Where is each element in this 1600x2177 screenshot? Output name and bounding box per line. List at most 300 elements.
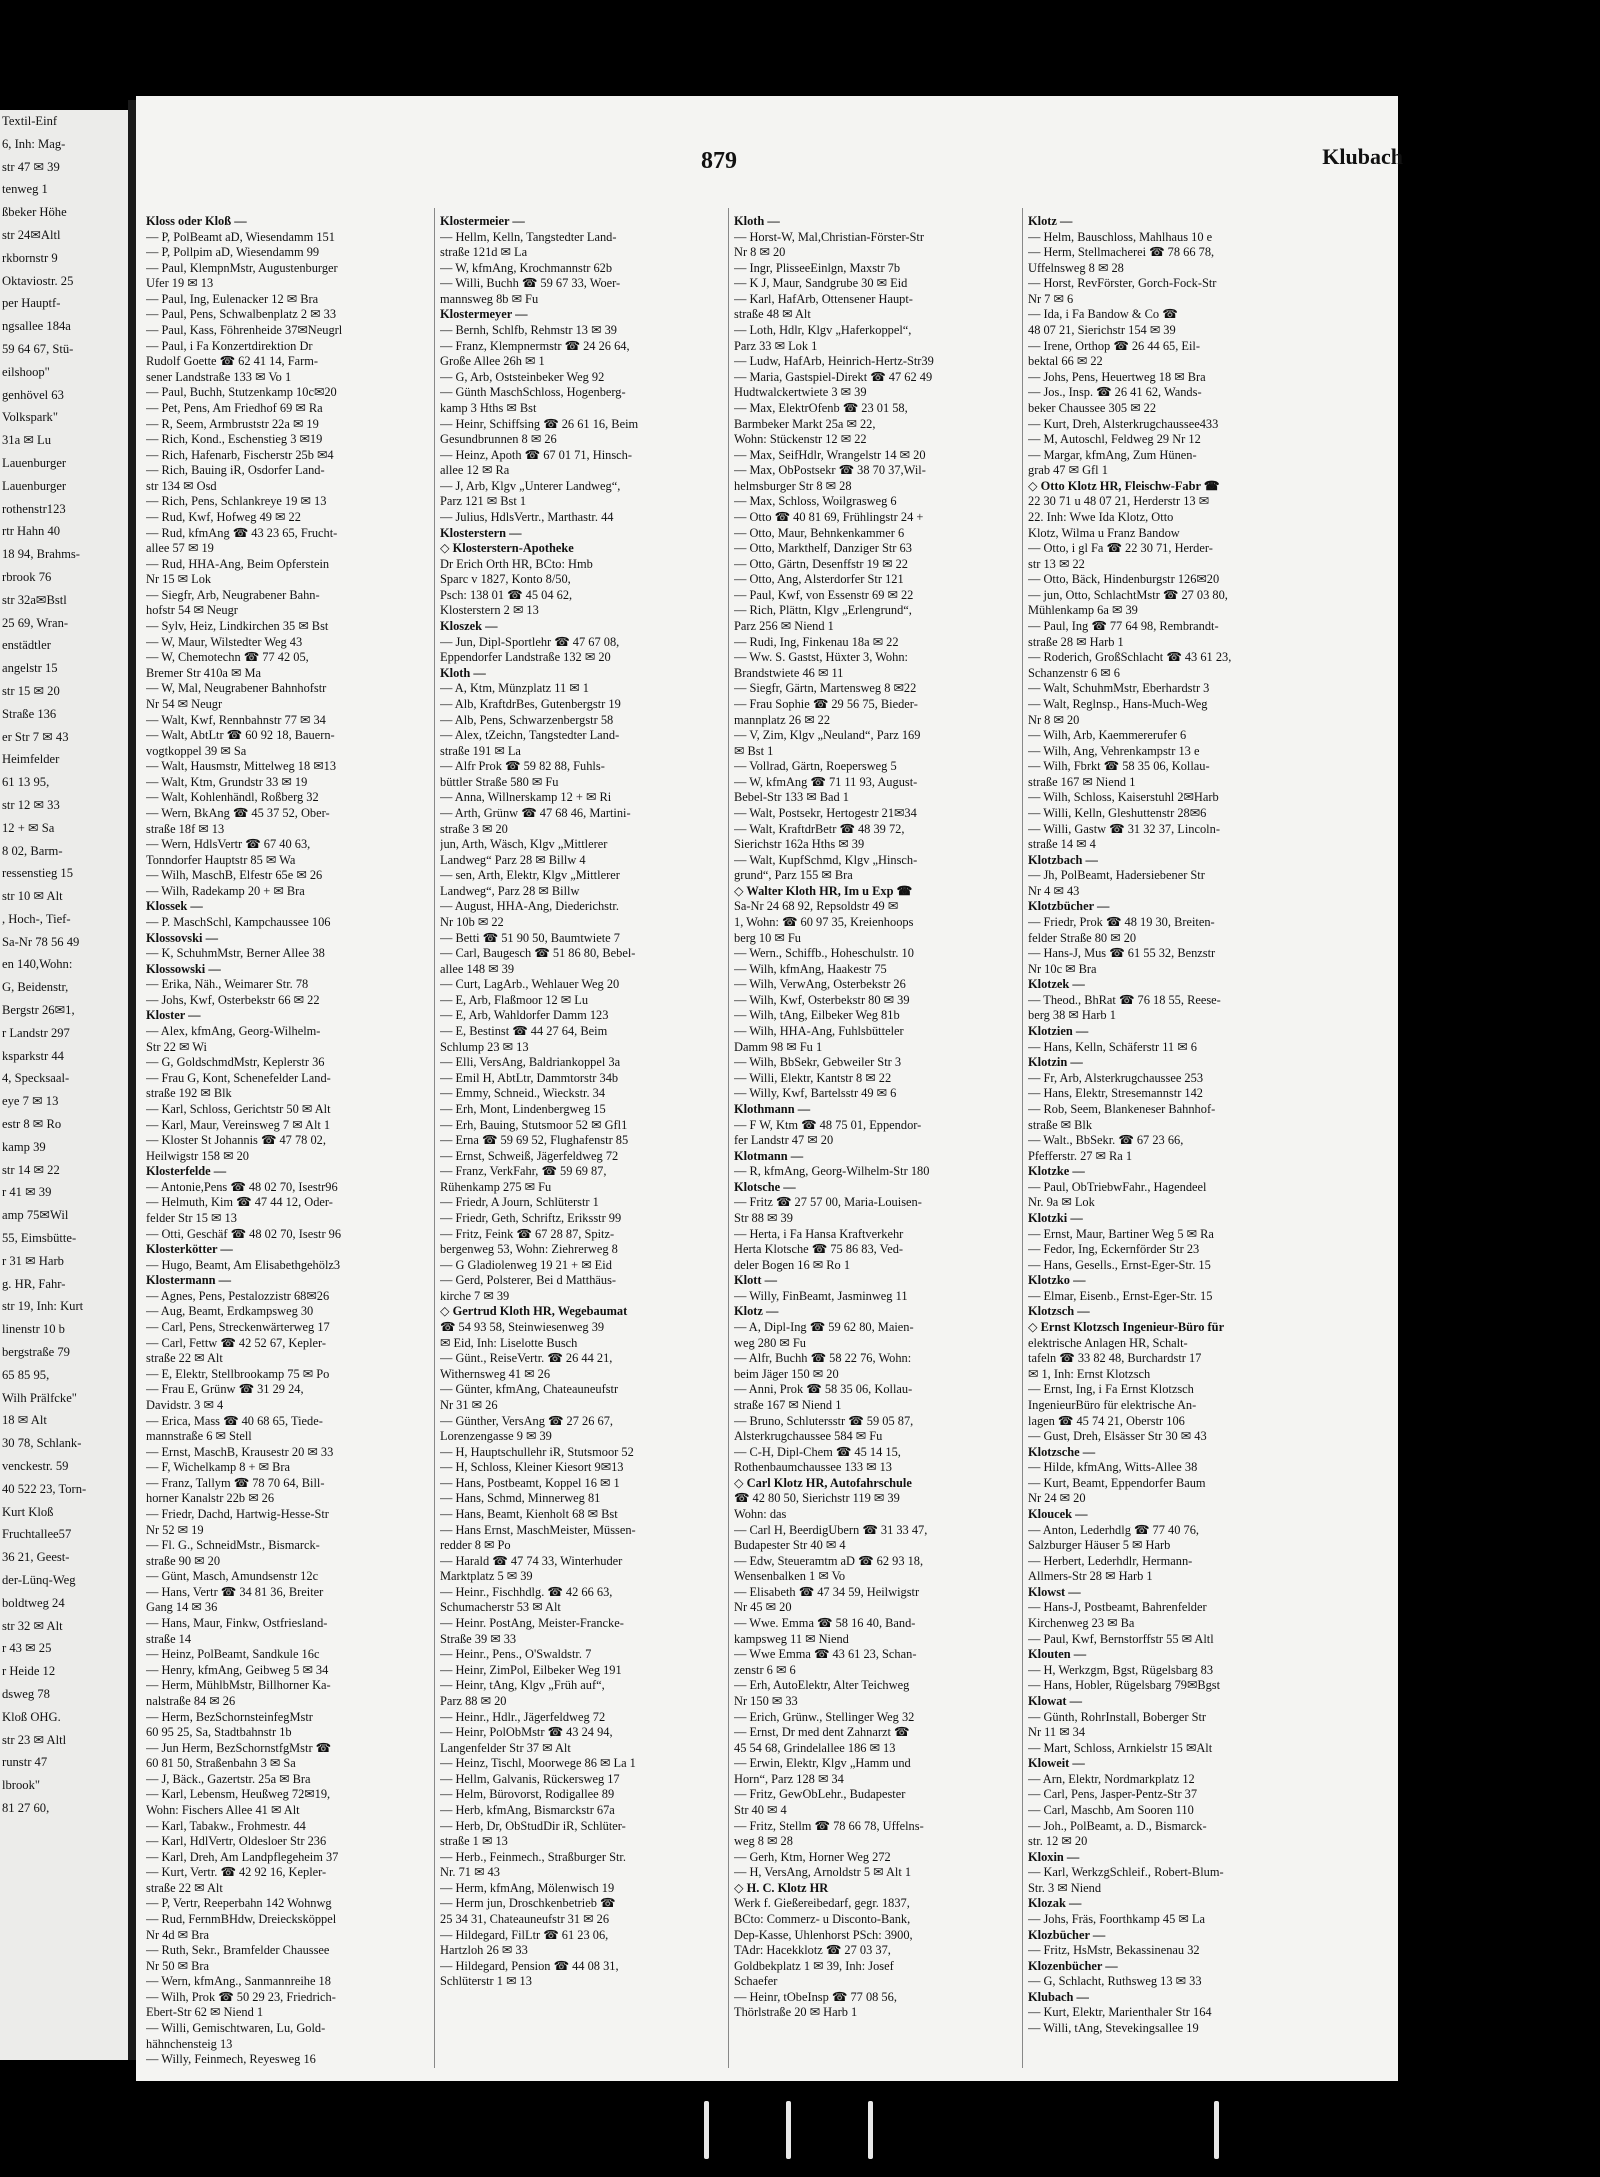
- left-page-line: Heimfelder: [2, 752, 60, 767]
- directory-entry: — Theod., BhRat ☎ 76 18 55, Reese-: [1028, 992, 1221, 1007]
- directory-entry: — Carl, Pens, Streckenwärterweg 17: [146, 1320, 330, 1335]
- left-page-line: 40 522 23, Torn-: [2, 1481, 87, 1496]
- directory-entry: Heilwigstr 158 ✉ 20: [146, 1148, 249, 1163]
- directory-entry: — Agnes, Pens, Pestalozzistr 68✉26: [146, 1288, 330, 1303]
- directory-entry: straße 48 ✉ Alt: [734, 307, 811, 322]
- directory-entry: ✉ 1, Inh: Ernst Klotzsch: [1028, 1366, 1151, 1381]
- surname-heading: Klossovski —: [146, 930, 218, 945]
- binding-mark: [704, 2101, 709, 2159]
- directory-entry: — Heinr, tObeInsp ☎ 77 08 56,: [734, 1989, 897, 2004]
- directory-entry: — H, Hauptschullehr iR, Stutsmoor 52: [440, 1444, 634, 1459]
- directory-entry: — Wern., Schiffb., Hoheschulstr. 10: [734, 946, 914, 961]
- directory-entry: — H, Schloss, Kleiner Kiesort 9✉13: [440, 1460, 624, 1475]
- directory-entry: — Karl, HdlVertr, Oldesloer Str 236: [146, 1834, 327, 1849]
- directory-entry: TAdr: Hacekklotz ☎ 27 03 37,: [734, 1943, 891, 1958]
- column-2: [440, 214, 722, 1990]
- left-page-line: runstr 47: [2, 1755, 48, 1770]
- directory-entry: — Irene, Orthop ☎ 26 44 65, Eil-: [1028, 338, 1201, 353]
- directory-entry: — Edw, Steueramtm aD ☎ 62 93 18,: [734, 1553, 924, 1568]
- directory-entry: — Herm, MühlbMstr, Billhorner Ka-: [146, 1678, 331, 1693]
- directory-entry: — G, Arb, Oststeinbeker Weg 92: [440, 369, 605, 384]
- surname-heading: Klostermeier —: [440, 214, 525, 228]
- directory-entry: jun, Arth, Wäsch, Klgv „Mittlerer: [440, 837, 608, 852]
- directory-entry: — Franz, Tallym ☎ 78 70 64, Bill-: [146, 1475, 325, 1490]
- directory-entry: — Willi, Gastw ☎ 31 32 37, Lincoln-: [1028, 821, 1220, 836]
- directory-entry: — Rich, Pens, Schlankreye 19 ✉ 13: [146, 494, 327, 509]
- directory-entry: — Jos., Insp. ☎ 26 41 62, Wands-: [1028, 385, 1202, 400]
- surname-heading: Klosterkötter —: [146, 1242, 233, 1257]
- directory-entry: — Carl, Baugesch ☎ 51 86 80, Bebel-: [440, 946, 636, 961]
- directory-entry: grund“, Parz 155 ✉ Bra: [734, 868, 853, 883]
- directory-entry: — Wilh, MaschB, Elfestr 65e ✉ 26: [146, 868, 323, 883]
- directory-entry: ◇ Otto Klotz HR, Fleischw-Fabr ☎: [1028, 478, 1220, 493]
- directory-entry: — Anna, Willnerskamp 12 + ✉ Ri: [440, 790, 612, 805]
- directory-entry: — Sylv, Heiz, Lindkirchen 35 ✉ Bst: [146, 619, 329, 634]
- directory-entry: straße 90 ✉ 20: [146, 1553, 221, 1568]
- directory-entry: — Alb, Pens, Schwarzenbergstr 58: [440, 712, 614, 727]
- directory-entry: allee 148 ✉ 39: [440, 961, 515, 976]
- directory-entry: mannsweg 8b ✉ Fu: [440, 291, 539, 306]
- directory-entry: Rudolf Goette ☎ 62 41 14, Farm-: [146, 354, 319, 369]
- directory-entry: Nr 8 ✉ 20: [1028, 712, 1080, 727]
- directory-entry: — Rich, Kond., Eschenstieg 3 ✉19: [146, 432, 323, 447]
- surname-heading: Klotzsch —: [1028, 1304, 1090, 1319]
- directory-entry: — Paul, Kwf, Bernstorffstr 55 ✉ Altl: [1028, 1631, 1214, 1646]
- directory-entry: — Willi, Kelln, Gleshuttenstr 28✉6: [1028, 805, 1207, 820]
- directory-entry: — Günt., ReiseVertr. ☎ 26 44 21,: [440, 1351, 613, 1366]
- directory-entry: kamp 3 Hths ✉ Bst: [440, 400, 537, 415]
- directory-entry: hähnchensteig 13: [146, 2036, 233, 2051]
- surname-heading: Klouten —: [1028, 1647, 1087, 1662]
- left-page-line: Textil-Einf: [2, 114, 58, 128]
- directory-entry: Klotz, Wilma u Franz Bandow: [1028, 525, 1180, 540]
- directory-entry: berg 38 ✉ Harb 1: [1028, 1008, 1116, 1023]
- directory-entry: — G, Schlacht, Ruthsweg 13 ✉ 33: [1028, 1974, 1202, 1989]
- directory-entry: Thörlstraße 20 ✉ Harb 1: [734, 2005, 858, 2020]
- page-header: [136, 144, 1403, 178]
- directory-entry: — P, Vertr, Reeperbahn 142 Wohnwg: [146, 1896, 332, 1911]
- surname-heading: Kloweit —: [1028, 1756, 1085, 1771]
- binding-mark: [786, 2101, 791, 2159]
- directory-entry: — G Gladiolenweg 19 21 + ✉ Eid: [440, 1257, 612, 1272]
- surname-heading: Klostermeyer —: [440, 307, 528, 322]
- left-page-line: str 19, Inh: Kurt: [2, 1299, 84, 1314]
- left-page-line: boldtweg 24: [2, 1595, 65, 1610]
- directory-entry: — Max, SeifHdlr, Wrangelstr 14 ✉ 20: [734, 447, 926, 462]
- directory-entry: Str 40 ✉ 4: [734, 1802, 787, 1817]
- directory-entry: — Walt, Hausmstr, Mittelweg 18 ✉13: [146, 759, 337, 774]
- left-page-line: ßbeker Höhe: [2, 205, 67, 220]
- directory-entry: redder 8 ✉ Po: [440, 1538, 511, 1553]
- directory-entry: — Carl H, BeerdigUbern ☎ 31 33 47,: [734, 1522, 928, 1537]
- directory-entry: — Pet, Pens, Am Friedhof 69 ✉ Ra: [146, 400, 323, 415]
- surname-heading: Klotzsche —: [1028, 1444, 1096, 1459]
- directory-entry: — Erica, Mass ☎ 40 68 65, Tiede-: [146, 1413, 323, 1428]
- directory-entry: — Alfr Prok ☎ 59 82 88, Fuhls-: [440, 759, 605, 774]
- directory-entry: Psch: 138 01 ☎ 45 04 62,: [440, 587, 573, 602]
- directory-entry: Nr 11 ✉ 34: [1028, 1725, 1086, 1740]
- directory-entry: — Günth, RohrInstall, Boberger Str: [1028, 1709, 1207, 1724]
- surname-heading: Klotz —: [734, 1304, 779, 1319]
- directory-entry: — Bernh, Schlfb, Rehmstr 13 ✉ 39: [440, 323, 617, 338]
- surname-heading: Klowst —: [1028, 1584, 1081, 1599]
- directory-entry: Nr 4 ✉ 43: [1028, 883, 1080, 898]
- directory-entry: — Willi, Buchh ☎ 59 67 33, Woer-: [440, 276, 621, 291]
- directory-entry: — Hans, Maur, Finkw, Ostfriesland-: [146, 1616, 328, 1631]
- directory-entry: — Max, Schloss, Woilgrasweg 6: [734, 494, 897, 509]
- directory-entry: — Ernst, Maur, Bartiner Weg 5 ✉ Ra: [1028, 1226, 1214, 1241]
- directory-entry: str. 12 ✉ 20: [1028, 1834, 1088, 1849]
- directory-entry: — Fl. G., SchneidMstr., Bismarck-: [146, 1538, 320, 1553]
- directory-entry: — Heinz, Apoth ☎ 67 01 71, Hinsch-: [440, 447, 632, 462]
- directory-entry: Budapester Str 40 ✉ 4: [734, 1538, 846, 1553]
- directory-entry: — jun, Otto, SchlachtMstr ☎ 27 03 80,: [1028, 587, 1228, 602]
- directory-entry: — Hildegard, FilLtr ☎ 61 23 06,: [440, 1927, 609, 1942]
- left-page-line: r Heide 12: [2, 1664, 56, 1679]
- directory-entry: Schaefer: [734, 1974, 778, 1989]
- directory-entry: Parz 33 ✉ Lok 1: [734, 338, 818, 353]
- directory-entry: ✉ Eid, Inh: Liselotte Busch: [440, 1335, 578, 1350]
- directory-entry: — Erna ☎ 59 69 52, Flughafenstr 85: [440, 1133, 629, 1148]
- directory-entry: — H, VersAng, Arnoldstr 5 ✉ Alt 1: [734, 1865, 912, 1880]
- directory-entry: ☎ 54 93 58, Steinwiesenweg 39: [440, 1320, 605, 1335]
- directory-entry: — P, Pollpim aD, Wiesendamm 99: [146, 245, 320, 260]
- directory-entry: — Rudi, Ing, Finkenau 18a ✉ 22: [734, 634, 899, 649]
- directory-entry: — Erwin, Elektr, Klgv „Hamm und: [734, 1756, 911, 1771]
- directory-entry: weg 8 ✉ 28: [734, 1834, 793, 1849]
- directory-entry: — Franz, Klempnermstr ☎ 24 26 64,: [440, 338, 630, 353]
- left-page-line: amp 75✉Wil: [2, 1208, 69, 1223]
- directory-entry: Ebert-Str 62 ✉ Niend 1: [146, 2005, 264, 2020]
- directory-entry: — Max, ElektrOfenb ☎ 23 01 58,: [734, 400, 908, 415]
- directory-entry: 22. Inh: Wwe Ida Klotz, Otto: [1028, 509, 1174, 524]
- directory-entry: Pfefferstr. 27 ✉ Ra 1: [1028, 1148, 1133, 1163]
- left-page-line: Bergstr 26✉1,: [2, 1003, 75, 1018]
- surname-heading: Klosterstern —: [440, 525, 522, 540]
- directory-entry: — Wilh, kfmAng, Haakestr 75: [734, 961, 887, 976]
- directory-entry: — Wilh, BbSekr, Gebweiler Str 3: [734, 1055, 902, 1070]
- left-page-line: Kloß OHG.: [2, 1709, 61, 1724]
- directory-entry: — Friedr, Geth, Schriftz, Eriksstr 99: [440, 1211, 622, 1225]
- directory-entry: straße 22 ✉ Alt: [146, 1351, 223, 1366]
- directory-entry: — Herm, BezSchornsteinfegMstr: [146, 1709, 313, 1724]
- directory-entry: Nr 4d ✉ Bra: [146, 1927, 210, 1942]
- left-page-line: r 43 ✉ 25: [2, 1641, 52, 1656]
- directory-entry: — E, Bestinst ☎ 44 27 64, Beim: [440, 1024, 608, 1039]
- directory-entry: — Loth, Hdlr, Klgv „Haferkoppel“,: [734, 323, 912, 338]
- directory-entry: — Gerd, Polsterer, Bei d Matthäus-: [440, 1273, 617, 1288]
- directory-entry: Sa-Nr 24 68 92, Repsoldstr 49 ✉: [734, 899, 899, 914]
- left-page-line: r Landstr 297: [2, 1025, 70, 1040]
- directory-entry: Salzburger Häuser 5 ✉ Harb: [1028, 1538, 1171, 1553]
- left-page-line: per Hauptf-: [2, 296, 61, 311]
- directory-page: [136, 96, 1403, 2081]
- left-page-line: 18 ✉ Alt: [2, 1413, 47, 1428]
- directory-entry: — Heinr, Schiffsing ☎ 26 61 16, Beim: [440, 416, 639, 431]
- surname-heading: Klotzki —: [1028, 1211, 1083, 1225]
- left-page-line: Fruchtallee57: [2, 1527, 72, 1542]
- directory-entry: Wohn: Fischers Allee 41 ✉ Alt: [146, 1802, 300, 1817]
- directory-entry: Rothenbaumchaussee 133 ✉ 13: [734, 1460, 893, 1475]
- directory-entry: — Heinz, PolBeamt, Sandkule 16c: [146, 1647, 320, 1662]
- directory-entry: — P, PolBeamt aD, Wiesendamm 151: [146, 229, 335, 244]
- directory-entry: — G, GoldschmdMstr, Keplerstr 36: [146, 1055, 325, 1070]
- directory-entry: Schanzenstr 6 ✉ 6: [1028, 665, 1120, 680]
- left-page-line: str 47 ✉ 39: [2, 159, 60, 174]
- directory-entry: — F W, Ktm ☎ 48 75 01, Eppendor-: [734, 1117, 922, 1132]
- directory-entry: ☎ 42 80 50, Sierichstr 119 ✉ 39: [734, 1491, 900, 1506]
- directory-entry: — Heinr, ZimPol, Eilbeker Weg 191: [440, 1662, 622, 1677]
- directory-entry: — Karl, Tabakw., Frohmestr. 44: [146, 1818, 306, 1833]
- directory-entry: Horn“, Parz 128 ✉ 34: [734, 1771, 844, 1786]
- left-page-line: tenweg 1: [2, 182, 48, 197]
- directory-entry: Nr 31 ✉ 26: [440, 1397, 498, 1412]
- directory-entry: ◇ Gertrud Kloth HR, Wegebaumat: [440, 1304, 628, 1319]
- directory-entry: — Walt, KraftdrBetr ☎ 48 39 72,: [734, 821, 905, 836]
- directory-entry: — Otto, Gärtn, Desenffstr 19 ✉ 22: [734, 556, 908, 571]
- surname-heading: Klubach —: [1028, 1989, 1089, 2004]
- directory-entry: — E, Arb, Wahldorfer Damm 123: [440, 1008, 609, 1023]
- directory-entry: — Paul, Buchh, Stutzenkamp 10c✉20: [146, 385, 337, 400]
- directory-entry: weg 280 ✉ Fu: [734, 1335, 806, 1350]
- directory-entry: ◇ Ernst Klotzsch Ingenieur-Büro für: [1028, 1320, 1225, 1335]
- directory-entry: — Paul, Pens, Schwalbenplatz 2 ✉ 33: [146, 307, 337, 322]
- directory-entry: straße 1 ✉ 13: [440, 1834, 508, 1849]
- directory-entry: ◇ H. C. Klotz HR: [734, 1880, 829, 1895]
- directory-entry: — Heinr., Pens., O'Swaldstr. 7: [440, 1647, 592, 1662]
- directory-entry: Ufer 19 ✉ 13: [146, 276, 214, 291]
- directory-entry: beker Chaussee 305 ✉ 22: [1028, 400, 1157, 415]
- directory-entry: vogtkoppel 39 ✉ Sa: [146, 743, 247, 758]
- directory-entry: — Paul, Ing ☎ 77 64 98, Rembrandt-: [1028, 619, 1219, 634]
- left-page-line: 55, Eimsbütte-: [2, 1231, 77, 1246]
- surname-heading: Klotzko —: [1028, 1273, 1086, 1288]
- left-page-line: 6, Inh: Mag-: [2, 136, 66, 151]
- directory-entry: — Horst-W, Mal,Christian-Förster-Str: [734, 229, 924, 244]
- directory-entry: Tonndorfer Hauptstr 85 ✉ Wa: [146, 852, 296, 867]
- directory-entry: — Arth, Grünw ☎ 47 68 46, Martini-: [440, 805, 631, 820]
- directory-entry: Bremer Str 410a ✉ Ma: [146, 665, 261, 680]
- directory-entry: — Wilh, tAng, Eilbeker Weg 81b: [734, 1008, 900, 1023]
- directory-entry: — Ernst, MaschB, Krausestr 20 ✉ 33: [146, 1444, 334, 1459]
- left-page-line: str 32a✉Bstl: [2, 592, 67, 607]
- directory-entry: — R, kfmAng, Georg-Wilhelm-Str 180: [734, 1164, 930, 1179]
- directory-entry: straße 192 ✉ Blk: [146, 1086, 232, 1101]
- directory-entry: — Friedr, Dachd, Hartwig-Hesse-Str: [146, 1506, 329, 1521]
- directory-entry: — Gust, Dreh, Elsässer Str 30 ✉ 43: [1028, 1429, 1207, 1444]
- column-3: [734, 214, 1016, 2021]
- directory-entry: — Hans, Beamt, Kienholt 68 ✉ Bst: [440, 1506, 618, 1521]
- surname-heading: Klozbücher —: [1028, 1927, 1106, 1942]
- directory-entry: — Curt, LagArb., Wehlauer Weg 20: [440, 977, 620, 992]
- directory-entry: — Wilh, HHA-Ang, Fuhlsbütteler: [734, 1024, 904, 1039]
- directory-entry: straße 3 ✉ 20: [440, 821, 508, 836]
- left-page-line: rothenstr123: [2, 501, 66, 516]
- directory-entry: — Frau E, Grünw ☎ 31 29 24,: [146, 1382, 304, 1397]
- directory-entry: Nr 8 ✉ 20: [734, 245, 786, 260]
- directory-entry: Lorenzengasse 9 ✉ 39: [440, 1429, 552, 1444]
- directory-entry: — Paul, Ing, Eulenacker 12 ✉ Bra: [146, 291, 319, 306]
- left-page-line: angelstr 15: [2, 661, 58, 676]
- directory-entry: str 134 ✉ Osd: [146, 478, 217, 493]
- directory-entry: — Margar, kfmAng, Zum Hünen-: [1028, 447, 1197, 462]
- directory-entry: — Hellm, Galvanis, Rückersweg 17: [440, 1771, 620, 1786]
- directory-entry: — Kurt, Vertr. ☎ 42 92 16, Kepler-: [146, 1865, 327, 1880]
- directory-entry: — Elmar, Eisenb., Ernst-Eger-Str. 15: [1028, 1288, 1213, 1303]
- directory-entry: — Hans, Gesells., Ernst-Eger-Str. 15: [1028, 1257, 1211, 1272]
- directory-entry: Wensenbalken 1 ✉ Vo: [734, 1569, 846, 1584]
- directory-entry: felder Str 15 ✉ 13: [146, 1211, 237, 1225]
- directory-entry: — Elisabeth ☎ 47 34 59, Heilwigstr: [734, 1584, 920, 1599]
- directory-entry: Nr 10b ✉ 22: [440, 915, 504, 930]
- directory-entry: — Herta, i Fa Hansa Kraftverkehr: [734, 1226, 904, 1241]
- directory-entry: — Wilh, Schloss, Kaiserstuhl 2✉Harb: [1028, 790, 1219, 805]
- directory-entry: — Wern, HdlsVertr ☎ 67 40 63,: [146, 837, 311, 852]
- directory-entry: lagen ☎ 45 74 21, Oberstr 106: [1028, 1413, 1185, 1428]
- directory-entry: — Rob, Seem, Blankeneser Bahnhof-: [1028, 1101, 1216, 1116]
- directory-entry: — Walt, AbtLtr ☎ 60 92 18, Bauern-: [146, 728, 335, 743]
- directory-entry: — W, kfmAng, Krochmannstr 62b: [440, 260, 613, 275]
- directory-entry: — Willy, Feinmech, Reyesweg 16: [146, 2052, 316, 2067]
- directory-entry: — Johs, Kwf, Osterbekstr 66 ✉ 22: [146, 992, 320, 1007]
- directory-entry: — Karl, WerkzgSchleif., Robert-Blum-: [1028, 1865, 1224, 1880]
- directory-entry: Kirchenweg 23 ✉ Ba: [1028, 1616, 1135, 1631]
- directory-entry: ✉ Bst 1: [734, 743, 774, 758]
- directory-entry: straße 18f ✉ 13: [146, 821, 225, 836]
- directory-entry: Klosterstern 2 ✉ 13: [440, 603, 539, 618]
- directory-entry: — Friedr, A Journ, Schlüterstr 1: [440, 1195, 599, 1210]
- directory-entry: berg 10 ✉ Fu: [734, 930, 801, 945]
- left-page-line: Sa-Nr 78 56 49: [2, 934, 80, 949]
- directory-entry: — Walt, Reglnsp., Hans-Much-Weg: [1028, 696, 1208, 711]
- directory-entry: hofstr 54 ✉ Neugr: [146, 603, 238, 618]
- directory-entry: Parz 88 ✉ 20: [440, 1693, 507, 1708]
- directory-entry: — Alfr, Buchh ☎ 58 22 76, Wohn:: [734, 1351, 912, 1366]
- left-page-line: 25 69, Wran-: [2, 615, 69, 630]
- directory-entry: — Walt., BbSekr. ☎ 67 23 66,: [1028, 1133, 1184, 1148]
- column-rule: [1022, 208, 1023, 2068]
- surname-heading: Klotz —: [1028, 214, 1073, 228]
- directory-entry: — E, Arb, Flaßmoor 12 ✉ Lu: [440, 992, 589, 1007]
- running-head: Klubach: [1322, 144, 1403, 169]
- directory-entry: Nr 54 ✉ Neugr: [146, 696, 223, 711]
- directory-entry: Eppendorfer Landstraße 132 ✉ 20: [440, 650, 611, 665]
- directory-entry: — Erh, Mont, Lindenbergweg 15: [440, 1101, 606, 1116]
- surname-heading: Kloxin —: [1028, 1849, 1080, 1864]
- directory-entry: — Antonie,Pens ☎ 48 02 70, Isestr96: [146, 1179, 338, 1194]
- directory-entry: bergenweg 53, Wohn: Ziehrerweg 8: [440, 1242, 618, 1257]
- directory-entry: Wohn: das: [734, 1506, 787, 1521]
- left-page-line: rkbornstr 9: [2, 250, 58, 265]
- directory-entry: Str. 3 ✉ Niend: [1028, 1880, 1102, 1895]
- directory-entry: — Anton, Lederhdlg ☎ 77 40 76,: [1028, 1522, 1199, 1537]
- directory-entry: — Hans-J, Postbeamt, Bahrenfelder: [1028, 1600, 1207, 1615]
- directory-entry: Nr 50 ✉ Bra: [146, 1958, 210, 1973]
- directory-entry: Withernsweg 41 ✉ 26: [440, 1366, 551, 1381]
- directory-entry: — V, Zim, Klgv „Neuland“, Parz 169: [734, 728, 921, 743]
- directory-entry: — Fritz, Stellm ☎ 78 66 78, Uffelns-: [734, 1818, 924, 1833]
- surname-heading: Klotsche —: [734, 1179, 796, 1194]
- left-page-line: str 15 ✉ 20: [2, 683, 60, 698]
- directory-entry: — Arn, Elektr, Nordmarkplatz 12: [1028, 1771, 1195, 1786]
- binding-mark: [1214, 2101, 1219, 2159]
- directory-entry: — Ludw, HafArb, Heinrich-Hertz-Str39: [734, 354, 934, 369]
- directory-entry: — Otto, Maur, Behnkenkammer 6: [734, 525, 905, 540]
- directory-entry: — Walt, Ktm, Grundstr 33 ✉ 19: [146, 774, 308, 789]
- directory-entry: — Walt, Kohlenhändl, Roßberg 32: [146, 790, 319, 805]
- directory-entry: — Gerh, Ktm, Horner Weg 272: [734, 1849, 891, 1864]
- directory-entry: — Herm jun, Droschkenbetrieb ☎: [440, 1896, 616, 1911]
- directory-entry: — Hans Ernst, MaschMeister, Müssen-: [440, 1522, 636, 1537]
- directory-entry: — Jun Herm, BezSchornstfgMstr ☎: [146, 1740, 332, 1755]
- left-page-line: r 31 ✉ Harb: [2, 1253, 64, 1268]
- directory-entry: — Günt, Masch, Amundsenstr 12c: [146, 1569, 319, 1584]
- directory-entry: elektrische Anlagen HR, Schalt-: [1028, 1335, 1188, 1350]
- directory-entry: straße 22 ✉ Alt: [146, 1880, 223, 1895]
- surname-heading: Klott —: [734, 1273, 778, 1288]
- directory-entry: — Fritz ☎ 27 57 00, Maria-Louisen-: [734, 1195, 922, 1210]
- left-page-line: Volkspark": [2, 410, 58, 425]
- directory-entry: — Herbert, Lederhdlr, Hermann-: [1028, 1553, 1193, 1568]
- directory-entry: — Rich, Bauing iR, Osdorfer Land-: [146, 463, 325, 478]
- left-page-line: er Str 7 ✉ 43: [2, 729, 69, 744]
- directory-entry: — Hellm, Kelln, Tangstedter Land-: [440, 229, 617, 244]
- left-page-line: rtr Hahn 40: [2, 524, 61, 539]
- directory-entry: IngenieurBüro für elektrische An-: [1028, 1397, 1197, 1412]
- directory-entry: — A, Ktm, Münzplatz 11 ✉ 1: [440, 681, 589, 696]
- directory-entry: — Fritz, HsMstr, Bekassinenau 32: [1028, 1943, 1200, 1958]
- directory-entry: — Hugo, Beamt, Am Elisabethgehölz3: [146, 1257, 341, 1272]
- left-page-line: 81 27 60,: [2, 1800, 50, 1815]
- directory-entry: — Hans-J, Mus ☎ 61 55 32, Benzstr: [1028, 946, 1216, 961]
- directory-entry: mannstraße 6 ✉ Stell: [146, 1429, 252, 1444]
- directory-entry: — sen, Arth, Elektr, Klgv „Mittlerer: [440, 868, 620, 883]
- directory-entry: Dr Erich Orth HR, BCto: Hmb: [440, 556, 593, 571]
- directory-entry: straße 167 ✉ Niend 1: [1028, 774, 1136, 789]
- directory-entry: — R, Seem, Armbruststr 22a ✉ 19: [146, 416, 319, 431]
- left-page-line: lbrook": [2, 1778, 41, 1793]
- directory-entry: — Bruno, Schlutersstr ☎ 59 05 87,: [734, 1413, 914, 1428]
- directory-entry: — Elli, VersAng, Baldriankoppel 3a: [440, 1055, 621, 1070]
- left-page-line: dsweg 78: [2, 1686, 50, 1701]
- left-page-line: , Hoch-, Tief-: [2, 911, 71, 926]
- directory-entry: — Paul, KlempnMstr, Augustenburger: [146, 260, 338, 275]
- directory-entry: — K J, Maur, Sandgrube 30 ✉ Eid: [734, 276, 908, 291]
- directory-entry: Schumacherstr 53 ✉ Alt: [440, 1600, 561, 1615]
- directory-entry: Brandstwiete 46 ✉ 11: [734, 665, 844, 680]
- directory-entry: Nr 7 ✉ 6: [1028, 291, 1074, 306]
- directory-entry: — Johs, Fräs, Foorthkamp 45 ✉ La: [1028, 1912, 1205, 1927]
- directory-entry: — Günth MaschSchloss, Hogenberg-: [440, 385, 626, 400]
- directory-entry: Parz 256 ✉ Niend 1: [734, 619, 834, 634]
- directory-entry: Langenfelder Str 37 ✉ Alt: [440, 1740, 571, 1755]
- left-page-line: Oktaviostr. 25: [2, 273, 74, 288]
- directory-entry: — Herm, Stellmacherei ☎ 78 66 78,: [1028, 245, 1215, 260]
- directory-entry: Sierichstr 162a Hths ✉ 39: [734, 837, 865, 852]
- directory-entry: — Walt, KupfSchmd, Klgv „Hinsch-: [734, 852, 918, 867]
- surname-heading: Klothmann —: [734, 1101, 811, 1116]
- directory-entry: — Rud, FernmBHdw, Dreiecksköppel: [146, 1912, 337, 1927]
- directory-entry: — Erika, Näh., Weimarer Str. 78: [146, 977, 309, 992]
- directory-entry: — Karl, Schloss, Gerichtstr 50 ✉ Alt: [146, 1101, 331, 1116]
- directory-entry: — Günther, VersAng ☎ 27 26 67,: [440, 1413, 614, 1428]
- left-page-line: 36 21, Geest-: [2, 1550, 70, 1565]
- directory-entry: zenstr 6 ✉ 6: [734, 1662, 796, 1677]
- left-page-line: en 140,Wohn:: [2, 957, 73, 972]
- directory-entry: — Heinr., Fischhdlg. ☎ 42 66 63,: [440, 1584, 613, 1599]
- directory-entry: — Heinr. PostAng, Meister-Francke-: [440, 1616, 624, 1631]
- left-page-line: Lauenburger: [2, 455, 67, 470]
